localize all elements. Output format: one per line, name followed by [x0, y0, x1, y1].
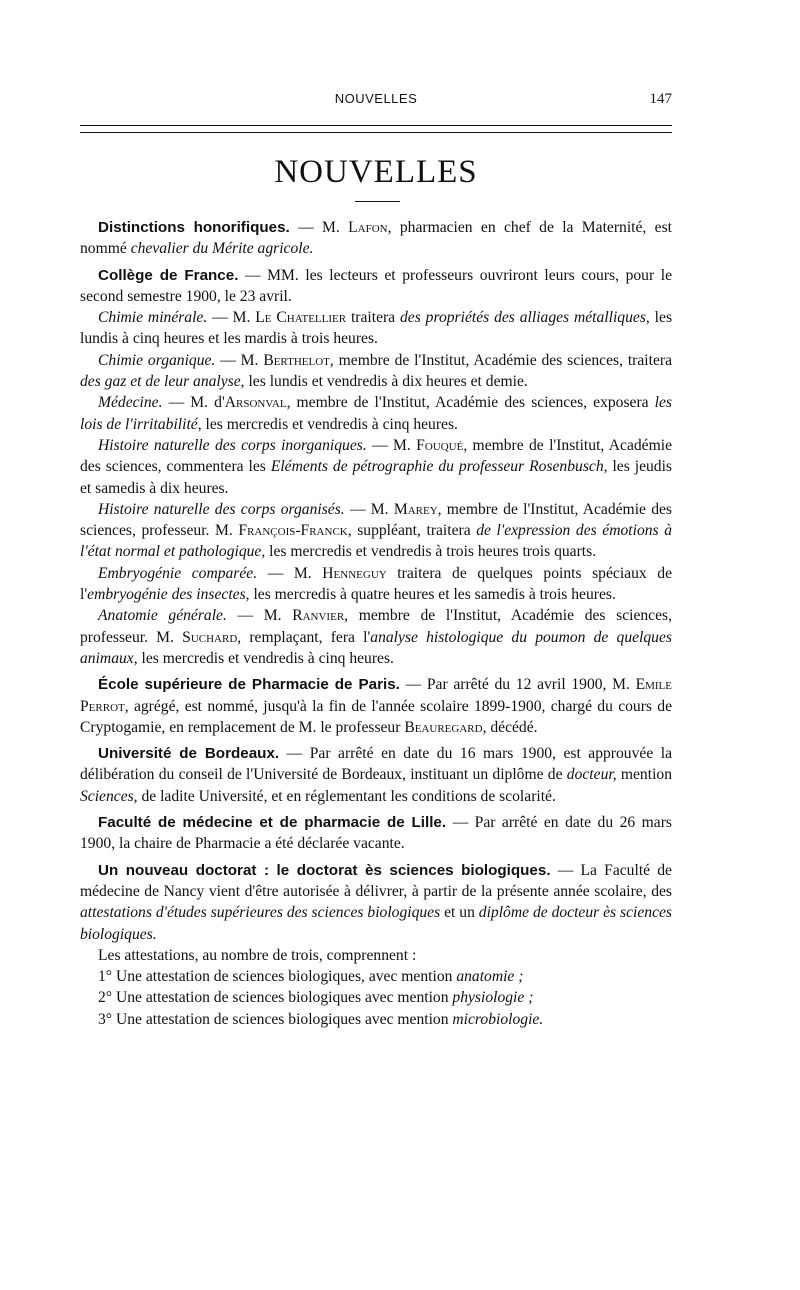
- italic-text: diplôme de docteur ès sciences biologiques.: [80, 904, 672, 943]
- course-title: Médecine.: [98, 394, 163, 412]
- item-number: 2°: [98, 989, 113, 1007]
- course-medecine: [80, 392, 672, 435]
- person-name: Fouqué: [416, 436, 464, 454]
- text: Une attestation de sciences biologiques, avec mention: [112, 968, 457, 986]
- person-name: Berthelot: [263, 351, 330, 369]
- person-name: Emile Perrot: [80, 676, 672, 715]
- text: , membre de l'Institut, Académie des sciences, traitera: [329, 351, 672, 369]
- italic-text: chevalier du Mérite agricole.: [130, 240, 314, 258]
- course-title: Histoire naturelle des corps organisés.: [98, 500, 345, 518]
- list-item: [80, 966, 672, 987]
- text: , les jeudis et samedis à dix heures.: [80, 458, 672, 497]
- text: et un: [440, 904, 479, 922]
- person-name: Suchard: [182, 628, 238, 646]
- text: , les mercredis à quatre heures et les samedis à trois heures.: [245, 586, 616, 604]
- page-number: 147: [649, 91, 672, 107]
- person-name: Le Chatellier: [255, 309, 347, 327]
- text: — M.: [215, 351, 264, 369]
- course-title: Anatomie générale.: [98, 607, 227, 625]
- text: — MM. les lecteurs et professeurs ouvriront leurs cours, pour le second semestre 1900, le 23 avril.: [80, 266, 673, 305]
- text: Une attestation de sciences biologiques avec mention: [112, 1010, 453, 1028]
- paragraph-college-de-france: [80, 265, 672, 308]
- text: — M.: [257, 564, 323, 582]
- italic-text: Sciences,: [80, 787, 138, 805]
- paragraph-nouveau-doctorat: [80, 860, 672, 945]
- italic-text: physiologie ;: [452, 989, 534, 1007]
- course-histoire-naturelle-inorganiques: [80, 435, 672, 499]
- italic-text: docteur,: [566, 766, 617, 784]
- italic-text: embryogénie des insectes: [87, 586, 246, 604]
- italic-text: Eléments de pétrographie du professeur Rosenbusch: [270, 458, 604, 476]
- text: Une attestation de sciences biologiques avec mention: [112, 989, 453, 1007]
- italic-text: de l'expression des émotions à l'état normal et pathologique: [80, 522, 673, 561]
- italic-text: des gaz et de leur analyse: [80, 373, 241, 391]
- person-name: François-Franck: [238, 522, 348, 540]
- text: — M.: [366, 436, 417, 454]
- text: , suppléant, traitera: [347, 522, 477, 540]
- course-title: Chimie organique.: [98, 351, 216, 369]
- section-heading: Collège de France.: [98, 266, 239, 284]
- italic-text: attestations d'études supérieures des sciences biologiques: [80, 904, 441, 922]
- section-heading: École supérieure de Pharmacie de Paris.: [98, 676, 400, 694]
- person-name: Henneguy: [322, 564, 387, 582]
- list-item: [80, 1009, 672, 1030]
- text: , les lundis à cinq heures et les mardis à trois heures.: [80, 309, 673, 348]
- section-heading: Distinctions honorifiques.: [98, 219, 290, 236]
- text: , décédé.: [482, 718, 538, 736]
- text: — M.: [207, 309, 256, 327]
- person-name: Arsonval: [224, 394, 287, 412]
- paragraph-attestations: Les attestations, au nombre de trois, comprennent :: [98, 946, 417, 964]
- italic-text: des propriétés des alliages métalliques: [400, 309, 646, 327]
- text: — Par arrêté en date du 16 mars 1900, est approuvée la délibération du conseil de l'Université de Bordeaux, instituant un diplôme de: [80, 745, 673, 784]
- text: traitera: [346, 309, 400, 327]
- person-name: Beauregard: [404, 718, 483, 736]
- italic-text: anatomie ;: [456, 968, 524, 986]
- running-title: NOUVELLES: [334, 91, 418, 106]
- paragraph-distinctions: [80, 217, 672, 260]
- text: — M.: [226, 607, 293, 625]
- italic-text: les lois de l'irritabilité: [80, 394, 672, 433]
- running-head: [80, 91, 672, 111]
- course-anatomie-generale: [80, 605, 672, 669]
- person-name: Ranvier: [292, 607, 345, 625]
- course-histoire-naturelle-organises: [80, 499, 672, 563]
- text: , les lundis et vendredis à dix heures et demie.: [240, 373, 528, 391]
- item-number: 3°: [98, 1010, 113, 1028]
- text: — M. d': [162, 394, 225, 412]
- text: , membre de l'Institut, Académie des sciences, commentera les: [80, 436, 672, 476]
- text: , membre de l'Institut, Académie des sciences, professeur. M.: [80, 607, 672, 646]
- page-title: NOUVELLES: [274, 154, 478, 190]
- text: , remplaçant, fera l': [237, 628, 371, 646]
- text: — M.: [289, 219, 349, 236]
- text: , les mercredis et vendredis à cinq heures.: [197, 415, 458, 433]
- text: , les mercredis et vendredis à trois heures trois quarts.: [261, 543, 597, 561]
- header-double-rule: [80, 125, 672, 133]
- text: — Par arrêté en date du 26 mars 1900, la chaire de Pharmacie a été déclarée vacante.: [80, 814, 672, 853]
- text: , les mercredis et vendredis à cinq heures.: [133, 649, 394, 667]
- course-title: Histoire naturelle des corps inorganiques.: [98, 436, 367, 454]
- text: traitera de quelques points spéciaux de l': [80, 564, 672, 604]
- course-chimie-organique: [80, 350, 672, 393]
- list-item: [80, 987, 672, 1008]
- paragraph-universite-bordeaux: [80, 743, 672, 807]
- paragraph-faculte-lille: [80, 812, 672, 855]
- text: — M.: [344, 500, 394, 518]
- text: , membre de l'Institut, Académie des sciences, professeur. M.: [80, 500, 672, 540]
- italic-text: microbiologie.: [452, 1010, 544, 1028]
- paragraph-ecole-pharmacie: [80, 674, 672, 738]
- text: mention: [616, 766, 672, 784]
- section-heading: Un nouveau doctorat : le doctorat ès sciences biologiques.: [98, 861, 551, 879]
- person-name: Lafon: [348, 219, 388, 236]
- section-heading: Université de Bordeaux.: [98, 745, 280, 763]
- article-body: [80, 217, 672, 1030]
- course-chimie-minerale: [80, 307, 672, 350]
- course-title: Chimie minérale.: [98, 309, 208, 327]
- title-rule: [355, 201, 400, 202]
- text: , agrégé, est nommé, jusqu'à la fin de l'année scolaire 1899-1900, chargé du cours de Cryptogamie, en remplacement de M. le professeur: [80, 697, 672, 736]
- section-heading: Faculté de médecine et de pharmacie de Lille.: [98, 814, 447, 832]
- text: de ladite Université, et en réglementant les conditions de scolarité.: [137, 787, 556, 805]
- person-name: Marey: [393, 500, 438, 518]
- text: — La Faculté de médecine de Nancy vient d'être autorisée à délivrer, à partir de la présente année scolaire, des: [80, 861, 672, 900]
- course-embryogenie: [80, 563, 672, 606]
- italic-text: analyse histologique du poumon de quelques animaux: [80, 628, 672, 667]
- text: , pharmacien en chef de la Maternité, est nommé: [80, 219, 672, 258]
- text: , membre de l'Institut, Académie des sciences, exposera: [286, 394, 655, 412]
- text: — Par arrêté du 12 avril 1900, M.: [399, 676, 636, 694]
- course-title: Embryogénie comparée.: [98, 564, 258, 582]
- item-number: 1°: [98, 968, 113, 986]
